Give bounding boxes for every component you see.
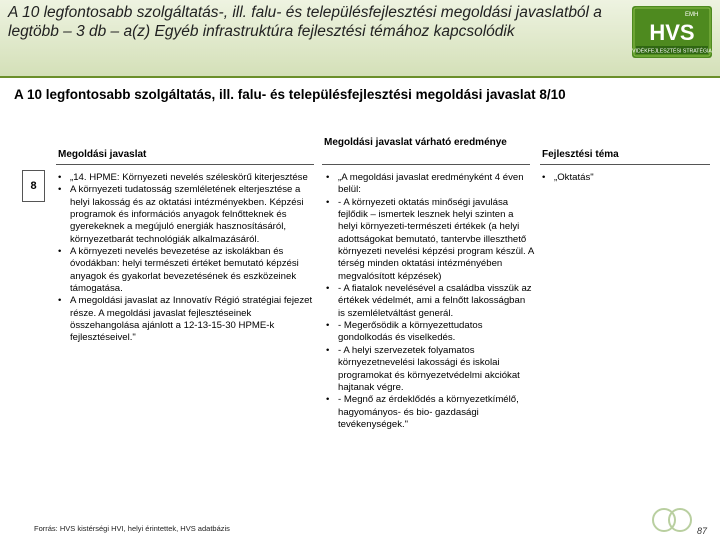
list-item: • - A fiatalok nevelésével a családba visszük az értékek védelmét, ami a felnőtt lakosságban is szemléletváltást generál. bbox=[326, 283, 534, 320]
page-number: 87 bbox=[697, 526, 708, 536]
list-item: • A környezeti tudatosság szemléletének elterjesztése a helyi lakosság és az oktatási intézményekben. Képzési programok és információs anyagok felnőtteknek és gyerekeknek a megújuló energiák hasznosításáról, környezetbarát technológiák alkalmazásáról. bbox=[58, 184, 316, 246]
section-subtitle: A 10 legfontosabb szolgáltatás, ill. falu- és településfejlesztési megoldási javaslat 8/10 bbox=[14, 87, 566, 102]
list-item: • A megoldási javaslat az Innovatív Régió stratégiai fejezet része. A megoldási javaslat fejlesztéseinek összehangolása ajánlott a 12-13-15-30 HPME-k fejlesztéseivel." bbox=[58, 295, 316, 344]
list-item: • - Megerősödik a környezettudatos gondolkodás és viselkedés. bbox=[326, 320, 534, 345]
column-rule-proposal bbox=[56, 164, 314, 165]
logo-sub-text: VIDÉKFEJLESZTÉSI STRATÉGIA bbox=[632, 48, 712, 55]
header-bar bbox=[0, 0, 720, 76]
list-item: • „Oktatás" bbox=[542, 172, 712, 184]
page-title: A 10 legfontosabb szolgáltatás-, ill. falu- és településfejlesztési megoldási javaslatból a legtöbb – 3 db – a(z) Egyéb infrastruktúra fejlesztési témához kapcsolódik bbox=[8, 4, 602, 40]
theme-list bbox=[542, 172, 712, 184]
column-header-result: Megoldási javaslat várható eredménye bbox=[324, 137, 507, 148]
source-footnote: Forrás: HVS kistérségi HVI, helyi érintettek, HVS adatbázis bbox=[34, 524, 230, 533]
list-item: • - A helyi szervezetek folyamatos környezetnevelési lakossági és iskolai programokat és környezetvédelmi akciókat hajtanak végre. bbox=[326, 345, 534, 394]
logo-main-text: HVS bbox=[649, 20, 695, 45]
header-divider bbox=[0, 76, 720, 78]
hvs-logo bbox=[632, 6, 712, 58]
watermark-logo bbox=[650, 506, 694, 534]
list-item: • „14. HPME: Környezeti nevelés széleskörű kiterjesztése bbox=[58, 172, 316, 184]
list-item: • „A megoldási javaslat eredményként 4 éven belül: bbox=[326, 172, 534, 197]
column-header-proposal: Megoldási javaslat bbox=[58, 149, 147, 160]
proposal-list bbox=[58, 172, 316, 345]
row-number: 8 bbox=[22, 170, 45, 202]
column-rule-result bbox=[322, 164, 530, 165]
list-item: • - Megnő az érdeklődés a környezetkímélő, hagyományos- és bio- gazdasági tevékenységek." bbox=[326, 394, 534, 431]
result-list bbox=[326, 172, 534, 431]
list-item: • - A környezeti oktatás minőségi javulása fejlődik – ismertek lesznek helyi szinten a helyi környezeti-természeti értékek (a helyi adottságokat bemutató, tantervbe illeszthető környezeti nevelési képzési program készül. A térség minden oktatási intézményében megvalósított képzések) bbox=[326, 197, 534, 283]
column-rule-theme bbox=[540, 164, 710, 165]
column-header-theme: Fejlesztési téma bbox=[542, 149, 619, 160]
list-item: • A környezeti nevelés bevezetése az iskolákban és óvodákban: helyi természeti értéket bemutató képzési anyagok és gyakorlat bevezetésének és eszközeinek támogatása. bbox=[58, 246, 316, 295]
logo-top-text: EMH bbox=[685, 12, 699, 18]
